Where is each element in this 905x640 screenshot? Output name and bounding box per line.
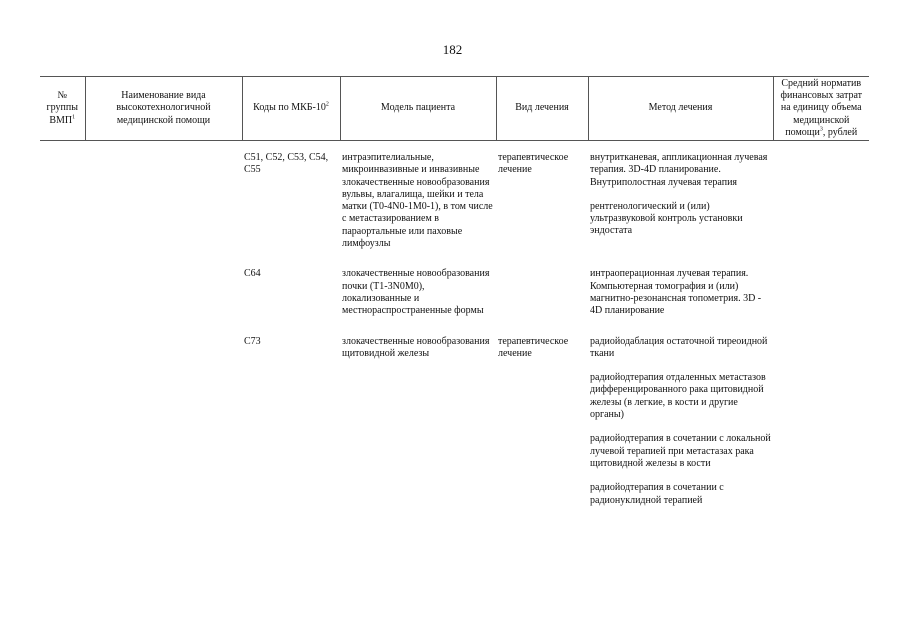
header-care-type-name: Наименование вида высокотехнологичной медицинской помощи: [85, 77, 242, 141]
header-treatment-method: Метод лечения: [588, 77, 773, 141]
treatment-method-cell: [588, 268, 773, 335]
average-cost-cell: [773, 152, 869, 268]
header-group-number: № группы ВМП$^1$: [40, 77, 85, 141]
icd-codes-cell: C73: [244, 335, 261, 347]
group-number-cell: [40, 152, 85, 268]
header-icd-codes: Коды по МКБ-$10^2$: [242, 77, 340, 141]
group-number-cell: [40, 268, 85, 335]
treatment-method-text: внутритканевая, аппликационная лучевая терапия. 3D-4D планирование. Внутриполостная лучевая терапия: [590, 152, 768, 188]
patient-model-cell: интраэпителиальные, микроинвазивные и инвазивные злокачественные новообразования вульвы, влагалища, шейки и тела матки (T0-4N0-1M0-1), в том числе с метастазированием в параортальные или паховые лимфоузлы: [342, 152, 493, 250]
patient-model-cell: злокачественные новообразования щитовидной железы: [342, 335, 490, 359]
treatment-method-text: радиойодтерапия отдаленных метастазов дифференцированного рака щитовидной железы (в легкие, в кости и другие органы): [590, 372, 766, 421]
average-cost-cell: [773, 268, 869, 335]
care-type-name-cell: [85, 268, 242, 335]
vmp-table: [40, 76, 869, 525]
care-type-name-cell: [85, 152, 242, 268]
table-row: [40, 268, 869, 335]
header-average-cost: Средний норматив финансовых затрат на единицу объема медицинской помощи$^3$, рублей: [773, 77, 869, 141]
header-patient-model: Модель пациента: [340, 77, 496, 141]
table-row: [40, 152, 869, 268]
treatment-method-text: радиойодаблация остаточной тиреоидной ткани: [590, 335, 768, 359]
treatment-method-cell: [588, 152, 773, 268]
care-type-name-cell: [85, 336, 242, 525]
treatment-method-cell: [588, 336, 773, 525]
treatment-type-cell: [496, 268, 588, 335]
treatment-method-text: рентгенологический и (или) ультразвуковой контроль установки эндостата: [590, 200, 743, 237]
table-header-row: [40, 77, 869, 141]
group-number-cell: [40, 336, 85, 525]
treatment-method-text: интраоперационная лучевая терапия. Компьютерная томография и (или) магнитно-резонансная топометрия. 3D - 4D планирование: [590, 268, 762, 317]
header-treatment-type: Вид лечения: [496, 77, 588, 141]
icd-codes-cell: C64: [244, 268, 261, 280]
treatment-method-text: радиойодтерапия в сочетании с локальной лучевой терапией при метастазах рака щитовидной железы в кости: [590, 433, 771, 469]
treatment-method-text: радиойодтерапия в сочетании с радионуклидной терапией: [590, 482, 724, 506]
treatment-type-cell: терапевтическое лечение: [498, 152, 569, 176]
page-number: 182: [442, 42, 463, 57]
treatment-type-cell: терапевтическое лечение: [498, 335, 569, 359]
table-row: [40, 336, 869, 525]
icd-codes-cell: C51, C52, C53, C54, C55: [244, 152, 329, 176]
average-cost-cell: [773, 336, 869, 525]
patient-model-cell: злокачественные новообразования почки (T1-3N0M0), локализованные и местнораспространенные формы: [342, 268, 490, 317]
